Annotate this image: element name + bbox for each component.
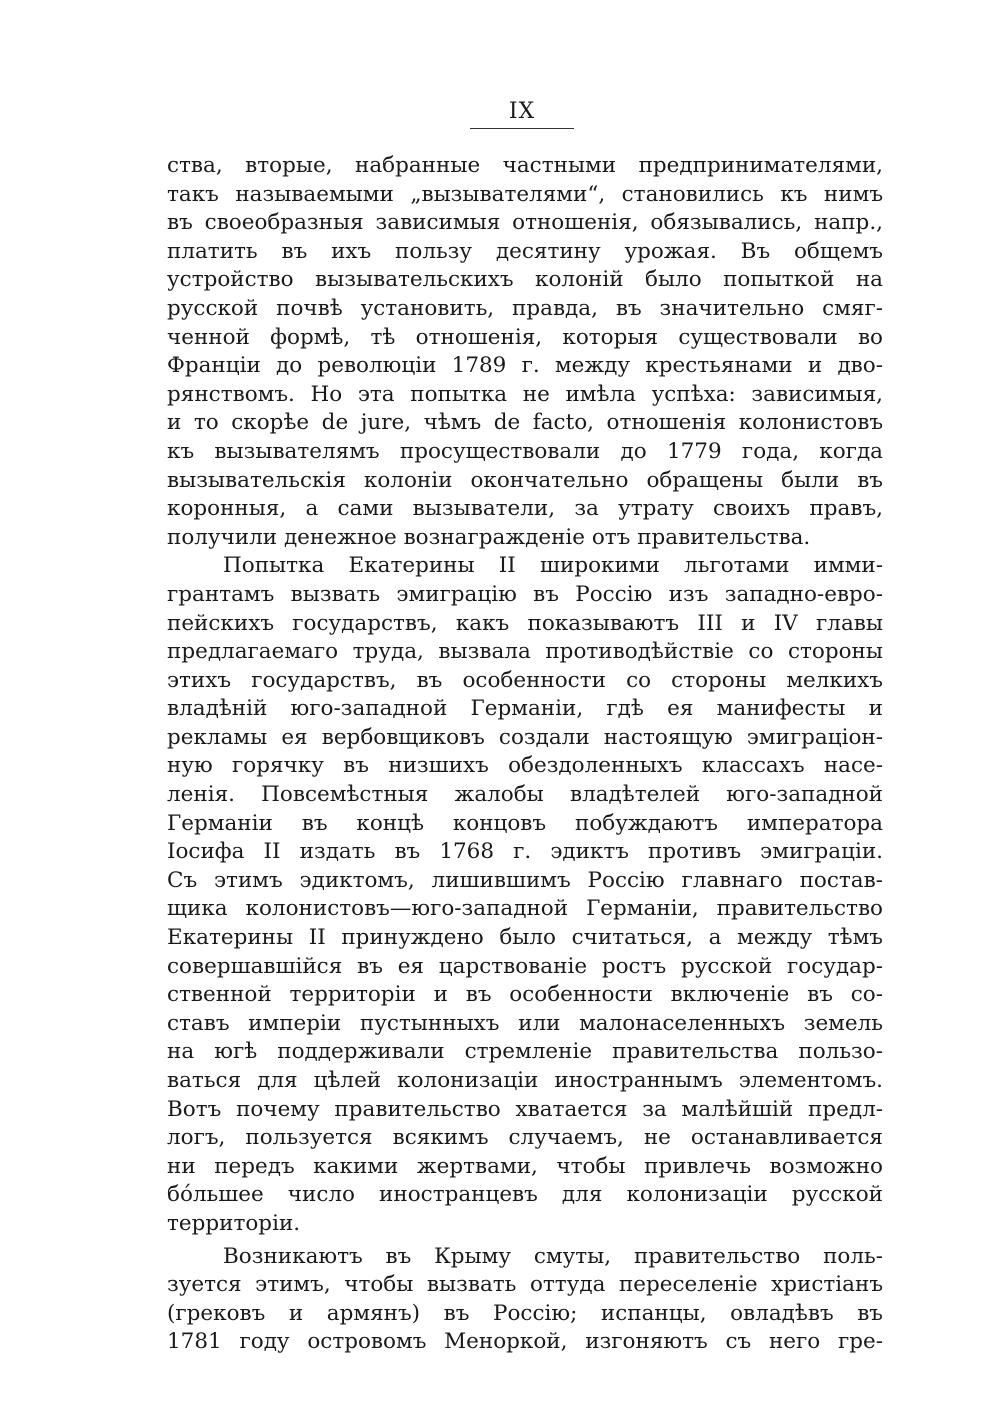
text-line: этихъ государствъ, въ особенности со стороны мелкихъ [167,667,883,693]
text-line: Съ этимъ эдиктомъ, лишившимъ Россію главнаго постав- [167,867,883,893]
text-line: Екатерины II принуждено было считаться, а между тѣмъ [167,925,883,951]
text-line: зуется этимъ, чтобы вызвать оттуда переселеніе христіанъ [167,1272,883,1298]
text-line: владѣній юго-западной Германіи, гдѣ ея манифесты и [167,696,883,722]
body-text [167,152,883,1357]
text-line: Франціи до революціи 1789 г. между крестьянами и дво- [167,353,883,379]
text-line: ную горячку въ низшихъ обездоленныхъ классахъ насе- [167,753,883,779]
text-line: 1781 году островомъ Меноркой, изгоняютъ съ него гре- [167,1329,883,1355]
text-line: ственной территоріи и въ особенности включеніе въ со- [167,982,883,1008]
text-line: платить въ ихъ пользу десятину урожая. Въ общемъ [167,238,883,264]
text-line: ни передъ какими жертвами, чтобы привлечь возможно [167,1153,883,1179]
text-line: ставъ имперіи пустынныхъ или малонаселенныхъ земель [167,1010,883,1036]
header-rule [470,128,574,129]
text-line: получили денежное вознагражденіе отъ правительства. [167,524,811,550]
text-line: рекламы ея вербовщиковъ создали настоящую эмиграціон- [167,724,883,750]
text-line: устройство вызывательскихъ колоній было попыткой на [167,267,883,293]
text-line: и то скорѣе de jure, чѣмъ de facto, отношенія колонистовъ [167,410,883,436]
text-line: коронныя, а сами вызыватели, за утрату своихъ правъ, [167,496,883,522]
text-line: территоріи. [167,1210,301,1236]
text-line: совершавшійся въ ея царствованіе ростъ русской государ- [167,953,883,979]
text-line: ченной формѣ, тѣ отношенія, которыя существовали во [167,324,883,350]
paragraph-1 [167,152,883,552]
text-line: русской почвѣ установить, правда, въ значительно смяг- [167,295,883,321]
text-line: Возникаютъ въ Крыму смуты, правительство поль- [223,1243,883,1269]
text-line: ленія. Повсемѣстныя жалобы владѣтелей юго-западной [167,782,883,808]
text-line: на югѣ поддерживали стремленіе правительства пользо- [167,1039,883,1065]
text-line: предлагаемаго труда, вызвала противодѣйствіе со стороны [167,639,883,665]
text-line: пейскихъ государствъ, какъ показываютъ III и IV главы [167,610,883,636]
text-line: ваться для цѣлей колонизаціи иностраннымъ элементомъ. [167,1068,883,1093]
text-line: Вотъ почему правительство хватается за малѣйшій предл- [167,1096,883,1122]
text-line: рянствомъ. Но эта попытка не имѣла успѣха: зависимыя, [167,381,883,407]
text-line: логъ, пользуется всякимъ случаемъ, не останавливается [167,1125,883,1151]
text-line: такъ называемыми „вызывателями“, становились къ нимъ [167,181,883,207]
text-line: ства, вторые, набранные частными предпринимателями, [167,153,883,178]
page-number: IX [508,99,536,124]
text-line: (грековъ и армянъ) въ Россію; испанцы, овладѣвъ въ [167,1300,883,1326]
text-line: къ вызывателямъ просуществовали до 1779 года, когда [167,438,883,464]
text-line: въ своеобразныя зависимыя отношенія, обязывались, напр., [167,210,883,236]
text-line: Іосифа II издать въ 1768 г. эдиктъ противъ эмиграціи. [167,839,883,865]
text-line: Германіи въ концѣ концовъ побуждаютъ императора [167,810,883,836]
text-line: грантамъ вызвать эмиграцію въ Россію изъ западно-евро- [167,581,883,607]
text-line: щика колонистовъ—юго-западной Германіи, правительство [167,896,883,922]
text-line: Попытка Екатерины II широкими льготами имми- [223,553,883,579]
paragraph-3 [167,1243,883,1357]
paragraph-2 [167,552,883,1238]
text-line: бóльшее число иностранцевъ для колонизаціи русской [167,1182,883,1208]
text-line: вызывательскія колоніи окончательно обращены были въ [167,467,883,493]
